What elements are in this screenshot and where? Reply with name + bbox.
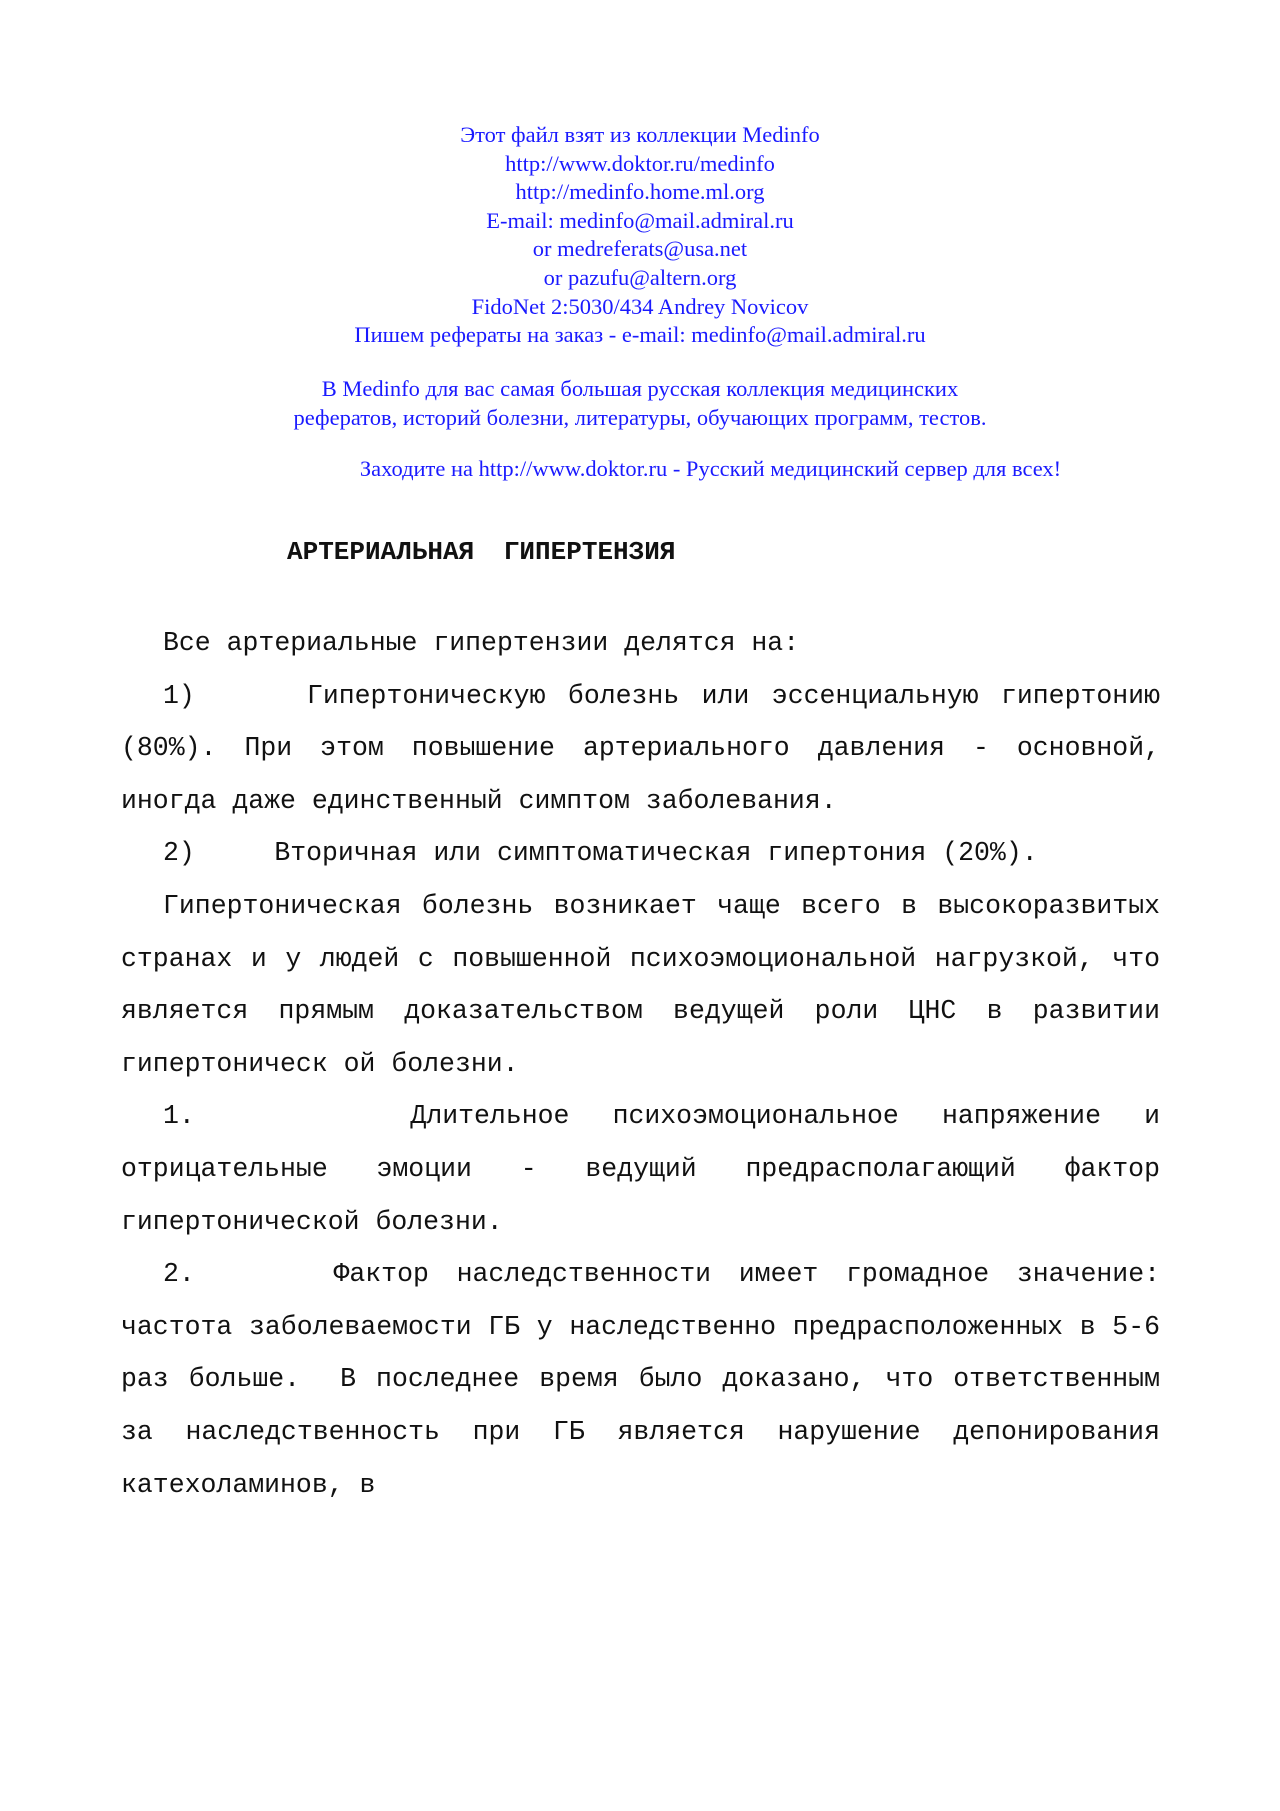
header-line: Пишем рефераты на заказ - e-mail: medinfo@mail.admiral.ru	[354, 322, 926, 348]
paragraph: 1. Длительное психоэмоциональное напряжение и отрицательные эмоции - ведущий предрасполагающий фактор гипертонической болезни.	[121, 1101, 1176, 1237]
promo-text	[160, 374, 1120, 432]
paragraph: 2. Фактор наследственности имеет громадное значение: частота заболеваемости ГБ у наследственно предрасположенных в 5-6 раз больше. В последнее время было доказано, что ответственным за наследственность при ГБ является нарушение депонирования катехоламинов, в	[121, 1259, 1176, 1500]
document-title: АРТЕРИАЛЬНАЯ ГИПЕРТЕНЗИЯ	[287, 537, 676, 567]
promo-line: В Medinfo для вас самая большая русская коллекция медицинских	[321, 376, 959, 401]
visit-line: Заходите на http://www.doktor.ru - Русский медицинский сервер для всех!	[359, 456, 1062, 481]
promo-line: рефератов, историй болезни, литературы, обучающих программ, тестов.	[293, 405, 987, 430]
header-email[interactable]: E-mail: medinfo@mail.admiral.ru	[486, 207, 794, 233]
header-line: FidoNet 2:5030/434 Andrey Novicov	[471, 293, 809, 319]
header-link[interactable]: http://www.doktor.ru/medinfo	[505, 150, 775, 176]
header-line: Этот файл взят из коллекции Medinfo	[460, 122, 820, 147]
source-header	[120, 121, 1160, 350]
header-link[interactable]: http://medinfo.home.ml.org	[515, 179, 765, 205]
paragraph: Гипертоническая болезнь возникает чаще всего в высокоразвитых странах и у людей с повышенной психоэмоциональной нагрузкой, что является прямым доказательством ведущей роли ЦНС в развитии гипертоническ ой болезни.	[121, 890, 1160, 1079]
document-body	[121, 617, 1176, 1511]
header-email[interactable]: or medreferats@usa.net	[532, 236, 748, 262]
paragraph: 1) Гипертоническую болезнь или эссенциальную гипертонию (80%). При этом повышение артериального давления - основной, иногда даже единственный симптом заболевания.	[121, 680, 1176, 816]
paragraph: 2) Вторичная или симптоматическая гипертония (20%).	[163, 838, 1038, 869]
paragraph: Все артериальные гипертензии делятся на:	[163, 628, 800, 658]
header-email[interactable]: or pazufu@altern.org	[543, 264, 737, 290]
